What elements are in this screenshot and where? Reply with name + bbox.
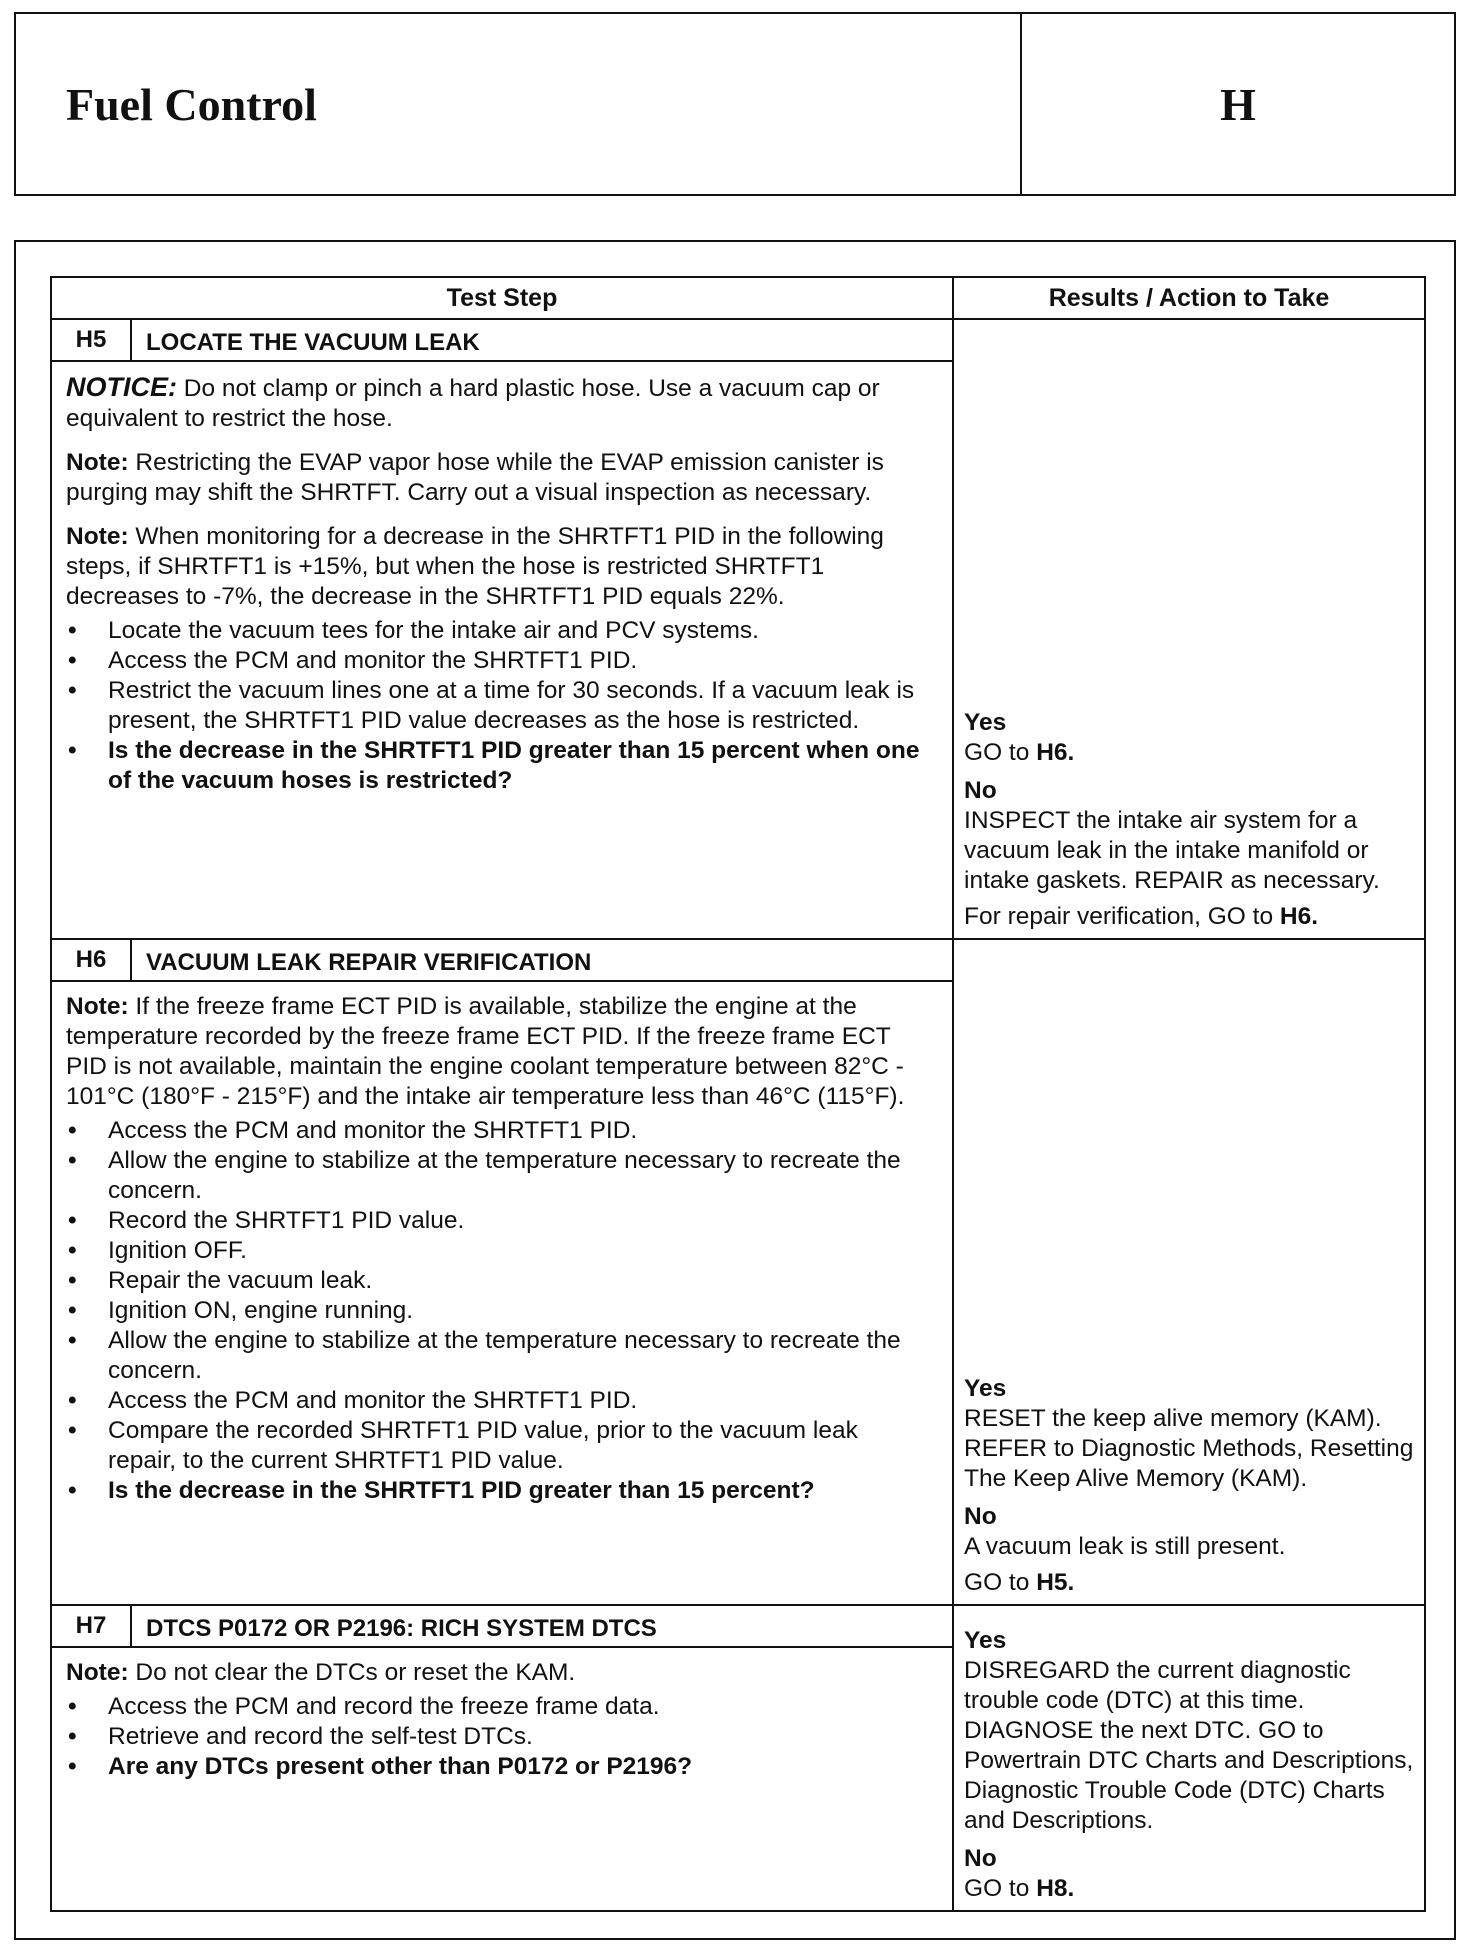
no-action-h7: GO to H8. [964, 1875, 1075, 1902]
step-h7-title-row [51, 1605, 1425, 1647]
list-item: • Ignition ON, engine running. [66, 1296, 932, 1326]
step-ref-h6b: H6. [1279, 903, 1319, 930]
list-item: • Ignition OFF. [66, 1236, 932, 1266]
list-item: • Retrieve and record the self-test DTCs. [66, 1722, 932, 1752]
bullet-list-h6 [66, 1116, 932, 1506]
results-h6 [953, 939, 1425, 1605]
list-item: • Access the PCM and monitor the SHRTFT1 PID. [66, 646, 932, 676]
step-title-h5: LOCATE THE VACUUM LEAK [131, 319, 953, 361]
results-header: Results / Action to Take [953, 277, 1425, 319]
step-ref-h5: H5. [1036, 1569, 1075, 1596]
note-h7: Note: Do not clear the DTCs or reset the KAM. [66, 1659, 576, 1686]
step-title-h7: DTCS P0172 OR P2196: RICH SYSTEM DTCS [131, 1605, 953, 1647]
section-title: Fuel Control [16, 14, 1022, 194]
question-h5: • Is the decrease in the SHRTFT1 PID greater than 15 percent when one of the vacuum hoses is restricted? [66, 736, 932, 796]
list-item: • Locate the vacuum tees for the intake air and PCV systems. [66, 616, 932, 646]
list-item: • Compare the recorded SHRTFT1 PID value, prior to the vacuum leak repair, to the current SHRTFT1 PID value. [66, 1416, 932, 1476]
test-step-header: Test Step [51, 277, 953, 319]
list-item: • Restrict the vacuum lines one at a time for 30 seconds. If a vacuum leak is present, the SHRTFT1 PID value decreases as the hose is restricted. [66, 676, 932, 736]
yes-label-h5: Yes [964, 709, 1007, 736]
page-header [14, 12, 1456, 196]
list-item: • Access the PCM and record the freeze frame data. [66, 1692, 932, 1722]
question-h6: • Is the decrease in the SHRTFT1 PID greater than 15 percent? [66, 1476, 932, 1506]
note1-h5: Note: Restricting the EVAP vapor hose while the EVAP emission canister is purging may shift the SHRTFT. Carry out a visual inspection as necessary. [66, 449, 884, 506]
yes-action-h7: DISREGARD the current diagnostic trouble code (DTC) at this time. DIAGNOSE the next DTC. GO to Powertrain DTC Charts and Descriptions, Diagnostic Trouble Code (DTC) Charts and Descriptions. [964, 1657, 1414, 1834]
no-label-h5: No [964, 777, 997, 804]
step-id-h5: H5 [51, 319, 131, 361]
step-id-h7: H7 [51, 1605, 131, 1647]
step-ref-h8: H8. [1036, 1875, 1075, 1902]
step-ref-h6: H6. [1036, 739, 1075, 766]
step-body-h5 [51, 361, 953, 939]
note2-h5: Note: When monitoring for a decrease in the SHRTFT1 PID in the following steps, if SHRTFT1 is +15%, but when the hose is restricted SHRTFT1 decreases to -7%, the decrease in the SHRTFT1 PID equals 22%. [66, 523, 884, 610]
list-item: • Access the PCM and monitor the SHRTFT1 PID. [66, 1116, 932, 1146]
section-letter: H [1220, 78, 1256, 130]
yes-action-h5: GO to H6. [964, 739, 1075, 766]
notice-h5: NOTICE: Do not clamp or pinch a hard plastic hose. Use a vacuum cap or equivalent to restrict the hose. [66, 372, 880, 432]
step-id-h6: H6 [51, 939, 131, 981]
note-h6: Note: If the freeze frame ECT PID is available, stabilize the engine at the temperature recorded by the freeze frame ECT PID. If the freeze frame ECT PID is not available, maintain the engine coolant temperature between 82°C - 101°C (180°F - 215°F) and the intake air temperature less than 46°C (115°F). [66, 993, 905, 1110]
step-h5-title-row [51, 319, 1425, 361]
bullet-list-h7 [66, 1692, 932, 1782]
no-action-h5: INSPECT the intake air system for a vacuum leak in the intake manifold or intake gaskets. REPAIR as necessary. [964, 807, 1380, 894]
no-label-h6: No [964, 1503, 997, 1530]
diagnostic-frame [14, 240, 1456, 1940]
question-h7: • Are any DTCs present other than P0172 or P2196? [66, 1752, 932, 1782]
results-h5 [953, 319, 1425, 939]
yes-label-h7: Yes [964, 1627, 1007, 1654]
list-item: • Record the SHRTFT1 PID value. [66, 1206, 932, 1236]
no-action-h6: A vacuum leak is still present. [964, 1533, 1286, 1560]
no-label-h7: No [964, 1845, 997, 1872]
diagnostic-table [50, 276, 1426, 1912]
list-item: • Repair the vacuum leak. [66, 1266, 932, 1296]
results-h7 [953, 1605, 1425, 1911]
table-header-row [51, 277, 1425, 319]
yes-label-h6: Yes [964, 1375, 1007, 1402]
step-h6-title-row [51, 939, 1425, 981]
no-action2-h5: For repair verification, GO to H6. [964, 903, 1319, 930]
yes-action-h6: RESET the keep alive memory (KAM). REFER to Diagnostic Methods, Resetting The Keep Alive Memory (KAM). [964, 1405, 1414, 1492]
step-title-h6: VACUUM LEAK REPAIR VERIFICATION [131, 939, 953, 981]
no-action2-h6: GO to H5. [964, 1569, 1075, 1596]
list-item: • Allow the engine to stabilize at the temperature necessary to recreate the concern. [66, 1326, 932, 1386]
step-body-h7 [51, 1647, 953, 1911]
step-body-h6 [51, 981, 953, 1605]
list-item: • Allow the engine to stabilize at the temperature necessary to recreate the concern. [66, 1146, 932, 1206]
list-item: • Access the PCM and monitor the SHRTFT1 PID. [66, 1386, 932, 1416]
bullet-list-h5 [66, 616, 932, 796]
